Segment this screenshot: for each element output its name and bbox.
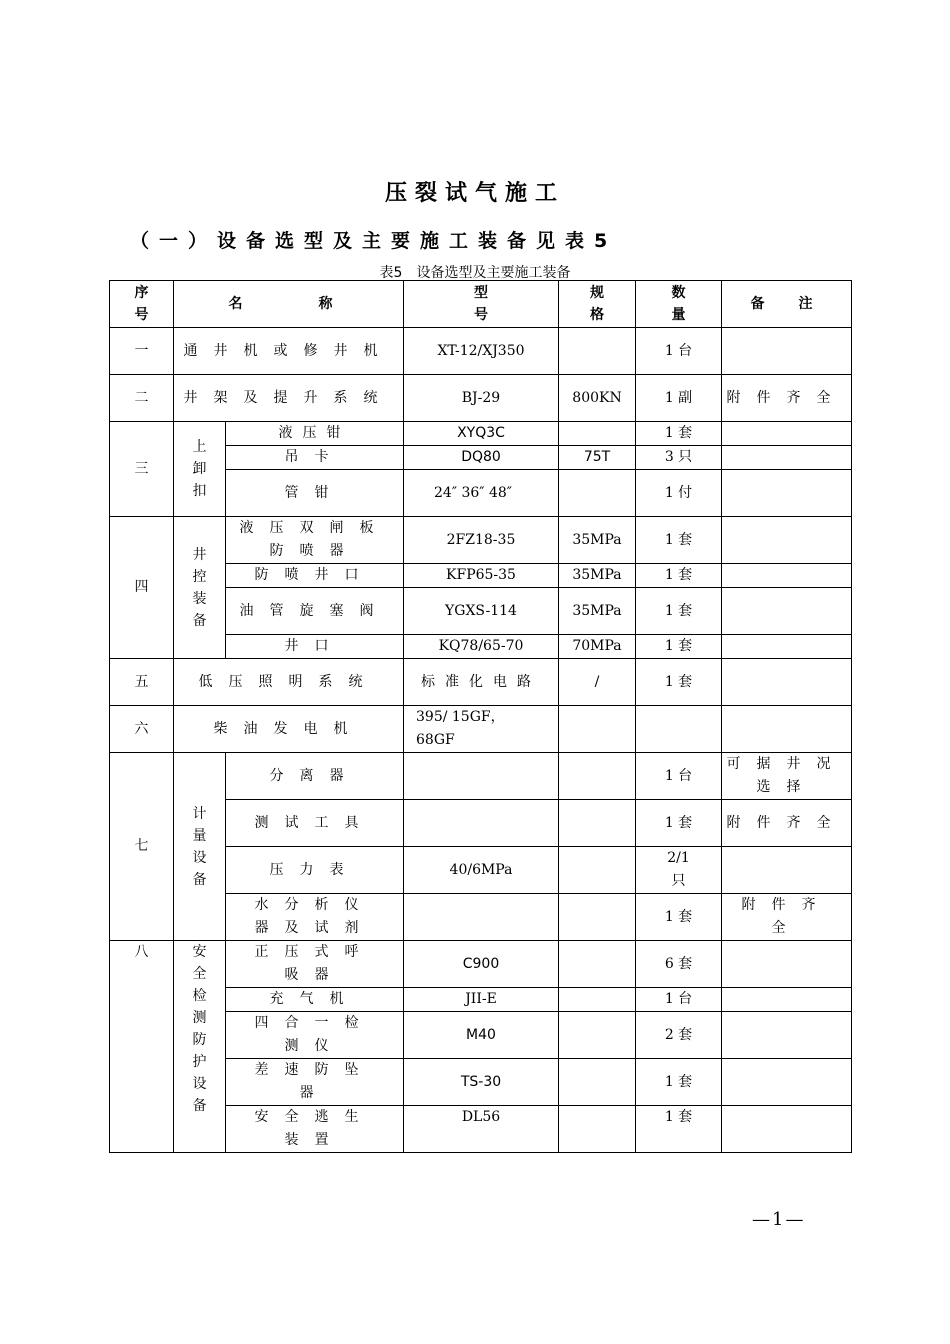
cell-model: 标准化电路	[404, 659, 559, 706]
cell-qty	[636, 706, 722, 753]
cell-spec: 75T	[559, 446, 636, 470]
cell-model: 2FZ18-35	[404, 517, 559, 564]
cell-qty: 1 套	[636, 1059, 722, 1106]
cell-seq: 一	[110, 328, 174, 375]
cell-name: 井架及提升系统	[174, 375, 404, 422]
cell-name: 分离器	[226, 753, 404, 800]
cell-model	[404, 753, 559, 800]
cell-qty: 3 只	[636, 446, 722, 470]
cell-spec	[559, 1012, 636, 1059]
cell-spec	[559, 753, 636, 800]
cell-model: TS-30	[404, 1059, 559, 1106]
cell-note	[722, 847, 852, 894]
cell-note	[722, 1059, 852, 1106]
cell-spec: 35MPa	[559, 517, 636, 564]
cell-seq: 二	[110, 375, 174, 422]
cell-qty: 2/1 只	[636, 847, 722, 894]
cell-note	[722, 659, 852, 706]
cell-name: 安全逃生装置	[226, 1106, 404, 1153]
cell-spec	[559, 328, 636, 375]
cell-qty: 1 副	[636, 375, 722, 422]
cell-name: 充气机	[226, 988, 404, 1012]
cell-note	[722, 588, 852, 635]
cell-seq: 四	[110, 517, 174, 659]
header-name: 名 称	[174, 281, 404, 328]
header-model: 型号	[404, 281, 559, 328]
cell-qty: 1 套	[636, 1106, 722, 1153]
cell-spec	[559, 800, 636, 847]
cell-spec	[559, 894, 636, 941]
cell-qty: 1 台	[636, 753, 722, 800]
cell-model: XT-12/XJ350	[404, 328, 559, 375]
cell-qty: 1 台	[636, 328, 722, 375]
cell-qty: 1 套	[636, 588, 722, 635]
cell-spec	[559, 422, 636, 446]
cell-name: 管钳	[226, 470, 404, 517]
cell-note	[722, 446, 852, 470]
cell-note: 附件齐全	[722, 894, 852, 941]
cell-note	[722, 470, 852, 517]
cell-qty: 1 套	[636, 564, 722, 588]
cell-name: 柴油发电机	[174, 706, 404, 753]
cell-qty: 2 套	[636, 1012, 722, 1059]
cell-name: 液压双闸板防喷器	[226, 517, 404, 564]
cell-name: 正压式呼吸器	[226, 941, 404, 988]
cell-qty: 1 付	[636, 470, 722, 517]
table-row	[110, 517, 852, 564]
table-header-row	[110, 281, 852, 328]
cell-model	[404, 800, 559, 847]
cell-model: C900	[404, 941, 559, 988]
cell-spec	[559, 988, 636, 1012]
section-heading: （一）设备选型及主要施工装备见表5	[130, 230, 618, 252]
header-seq: 序号	[110, 281, 174, 328]
cell-name: 防喷井口	[226, 564, 404, 588]
cell-model: 395/ 15GF， 68GF	[404, 706, 559, 753]
cell-seq: 五	[110, 659, 174, 706]
header-qty: 数量	[636, 281, 722, 328]
table-row	[110, 422, 852, 446]
table-row	[110, 941, 852, 988]
cell-model: DQ80	[404, 446, 559, 470]
cell-note	[722, 635, 852, 659]
table-row	[110, 375, 852, 422]
cell-model: BJ-29	[404, 375, 559, 422]
cell-note	[722, 1012, 852, 1059]
cell-qty: 1 套	[636, 517, 722, 564]
cell-qty: 1 套	[636, 800, 722, 847]
cell-model: KQ78/65-70	[404, 635, 559, 659]
table-row	[110, 753, 852, 800]
cell-spec: 35MPa	[559, 588, 636, 635]
cell-qty: 1 套	[636, 894, 722, 941]
cell-qty: 6 套	[636, 941, 722, 988]
cell-name: 油管旋塞阀	[226, 588, 404, 635]
cell-spec	[559, 1059, 636, 1106]
cell-model: M40	[404, 1012, 559, 1059]
cell-spec	[559, 470, 636, 517]
cell-name: 低压照明系统	[174, 659, 404, 706]
equipment-table	[109, 280, 852, 1153]
cell-note	[722, 706, 852, 753]
cell-note: 可据井况选择	[722, 753, 852, 800]
cell-spec: 800KN	[559, 375, 636, 422]
cell-name: 水分析仪器及试剂	[226, 894, 404, 941]
cell-spec	[559, 941, 636, 988]
cell-name: 液压钳	[226, 422, 404, 446]
cell-seq: 八	[110, 941, 174, 1153]
cell-seq: 六	[110, 706, 174, 753]
cell-group: 井控装备	[174, 517, 226, 659]
cell-name: 通井机或修井机	[174, 328, 404, 375]
cell-name: 井口	[226, 635, 404, 659]
cell-spec: 70MPa	[559, 635, 636, 659]
cell-model: 40/6MPa	[404, 847, 559, 894]
table-row	[110, 328, 852, 375]
cell-spec: 35MPa	[559, 564, 636, 588]
header-spec: 规格	[559, 281, 636, 328]
page-number: —1—	[752, 1209, 806, 1230]
cell-note	[722, 1106, 852, 1153]
cell-qty: 1 套	[636, 659, 722, 706]
table-row	[110, 659, 852, 706]
cell-spec	[559, 706, 636, 753]
cell-model: XYQ3C	[404, 422, 559, 446]
cell-model: KFP65-35	[404, 564, 559, 588]
cell-model: 24″ 36″ 48″	[404, 470, 559, 517]
cell-spec: /	[559, 659, 636, 706]
cell-note	[722, 422, 852, 446]
cell-note: 附件齐全	[722, 800, 852, 847]
cell-group: 上卸扣	[174, 422, 226, 517]
cell-model: JII-E	[404, 988, 559, 1012]
cell-seq: 七	[110, 753, 174, 941]
cell-name: 测试工具	[226, 800, 404, 847]
cell-note	[722, 988, 852, 1012]
cell-note: 附件齐全	[722, 375, 852, 422]
cell-seq: 三	[110, 422, 174, 517]
cell-model: YGXS-114	[404, 588, 559, 635]
cell-spec	[559, 847, 636, 894]
cell-model	[404, 894, 559, 941]
table-caption: 表5 设备选型及主要施工装备	[379, 265, 571, 281]
cell-group: 安全检测防护设备	[174, 941, 226, 1153]
cell-qty: 1 台	[636, 988, 722, 1012]
cell-note	[722, 517, 852, 564]
cell-spec	[559, 1106, 636, 1153]
cell-qty: 1 套	[636, 422, 722, 446]
cell-note	[722, 328, 852, 375]
header-note: 备 注	[722, 281, 852, 328]
cell-name: 差速防坠器	[226, 1059, 404, 1106]
cell-group: 计量设备	[174, 753, 226, 941]
cell-note	[722, 564, 852, 588]
cell-name: 吊卡	[226, 446, 404, 470]
cell-name: 压力表	[226, 847, 404, 894]
cell-qty: 1 套	[636, 635, 722, 659]
page-title: 压裂试气施工	[384, 181, 565, 206]
cell-note	[722, 941, 852, 988]
cell-model: DL56	[404, 1106, 559, 1153]
cell-name: 四合一检测仪	[226, 1012, 404, 1059]
table-row	[110, 706, 852, 753]
